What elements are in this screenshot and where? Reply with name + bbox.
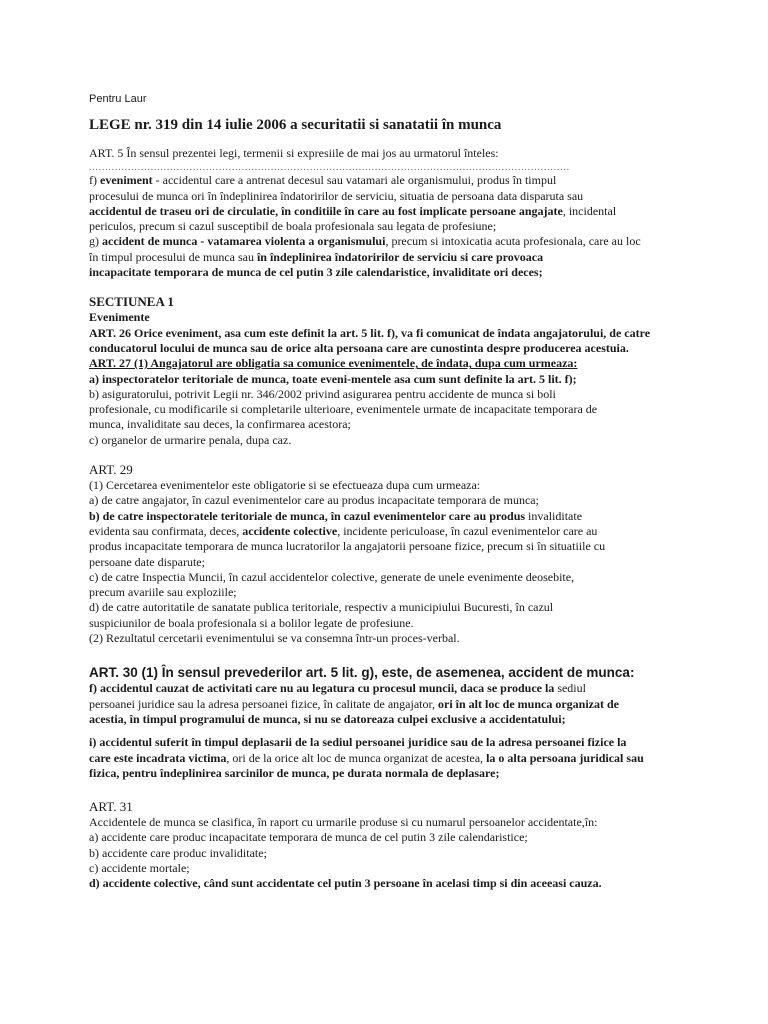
art31-item-d: d) accidente colective, când sunt accidentate cel putin 3 persoane în acelasi timp si din aceeasi cauza.: [89, 876, 602, 891]
art29-item-b-line2: [89, 524, 739, 539]
art5-f-line3: [89, 204, 739, 219]
art26-line2: conducatorul locului de munca sau de orice alta persoana care are cunostinta despre producerea acestuia.: [89, 340, 629, 355]
art30-i-line2: [89, 751, 739, 766]
art29-item-c-line2: precum avariile sau exploziile;: [89, 585, 237, 600]
art29-b2-start: evidenta sau confirmata, deces,: [89, 523, 243, 538]
art31-item-b: b) accidente care produc invaliditate;: [89, 845, 267, 860]
art29-b2-bold: accidente colective: [242, 523, 338, 538]
art27-item-b-line2: profesionale, cu modificarile si completarile ulterioare, evenimentele urmate de incapacitate temporara de: [89, 402, 598, 417]
art29-b-bold: b) de catre inspectoratele teritoriale de munca, în cazul evenimentelor care au produs: [89, 508, 526, 523]
art5-g-term: accident de munca - vatamarea violenta a organismului: [102, 234, 386, 249]
art29-item-d-line1: d) de catre autoritatile de sanatate publica teritoriale, respectiv a municipiului Bucuresti, în cazul: [89, 600, 554, 615]
art30-title: ART. 30 (1) În sensul prevederilor art. 5 lit. g), este, de asemenea, accident de munca:: [89, 665, 635, 681]
art30-f-line3: acestia, în timpul programului de munca, si nu se datoreaza culpei exclusive a accidentatului;: [89, 711, 566, 726]
art29-item-c-line1: c) de catre Inspectia Muncii, în cazul accidentelor colective, generate de unele evenimente deosebite,: [89, 569, 575, 584]
section-title: SECTIUNEA 1: [89, 294, 174, 310]
art29-item-b-line1: [89, 509, 739, 524]
ellipsis-divider: ....................................................................................................................................................: [89, 162, 570, 173]
art26-line1: ART. 26 Orice eveniment, asa cum este definit la art. 5 lit. f), va fi comunicat de îndata angajatorului, de catre: [89, 325, 651, 340]
art30-f2-start: persoanei juridice sau la adresa persoanei fizice, în calitate de angajator,: [89, 696, 439, 711]
art5-f-line1: [89, 173, 739, 188]
art5-f-term: eveniment: [100, 173, 153, 188]
art30-i2-bold: care este incadrata victima: [89, 750, 227, 765]
art27-item-c: c) organelor de urmarire penala, dupa caz.: [89, 432, 292, 447]
art30-f-line1: [89, 681, 739, 696]
art27-item-b-line3: munca, invaliditate sau deces, la confirmarea acestora;: [89, 417, 351, 432]
art30-f-bold: f) accidentul cauzat de activitati care nu au legatura cu procesul muncii, daca se produce la: [89, 681, 555, 696]
art5-g-start: în timpul procesului de munca sau: [89, 249, 257, 264]
art5-g-bold: în îndeplinirea îndatoririlor de serviciu si care provoaca: [256, 249, 544, 264]
article-31: [89, 799, 739, 891]
art30-i2-mid: , ori de la orice alt loc de munca organizat de acestea,: [226, 750, 487, 765]
art5-intro: ART. 5 În sensul prezentei legi, termenii si expresiile de mai jos au urmatorul înteles:: [89, 146, 499, 160]
art30-f-rest: sediul: [554, 681, 586, 696]
section-1: [89, 294, 739, 448]
art5-g-text: , precum si intoxicatia acuta profesionala, care au loc: [385, 234, 641, 249]
art30-i-line3: fizica, pentru îndeplinirea sarcinilor de munca, pe durata normala de deplasare;: [89, 765, 500, 780]
art29-p2: (2) Rezultatul cercetarii evenimentului se va consemna într-un proces-verbal.: [89, 631, 460, 646]
for-line: Pentru Laur: [89, 93, 147, 105]
art31-title: ART. 31: [89, 799, 133, 815]
art5-f-label: f): [89, 173, 100, 188]
art30-f2-bold: ori în alt loc de munca organizat de: [438, 696, 619, 711]
law-title: LEGE nr. 319 din 14 iulie 2006 a securitatii si sanatatii în munca: [89, 117, 502, 133]
art5-f-text: - accidentul care a antrenat decesul sau vatamari ale organismului, produs în timpul: [152, 173, 557, 188]
art29-title: ART. 29: [89, 462, 133, 478]
art30-i-line1: i) accidentul suferit în timpul deplasarii de la sediul persoanei juridice sau de la adresa persoanei fizice la: [89, 735, 627, 750]
art29-b2-rest: , incidente periculoase, în cazul evenimentelor care au: [337, 523, 598, 538]
art29-item-b-line4: persoane date disparute;: [89, 554, 205, 569]
art29-item-d-line2: suspiciunilor de boala profesionala si a bolilor legate de profesiune.: [89, 615, 414, 630]
art5-f-line2: procesului de munca ori în îndeplinirea îndatoririlor de serviciu, situatia de persoana data disparuta sau: [89, 188, 584, 203]
art5-g-label: g): [89, 234, 102, 249]
art5-g-line2: [89, 250, 739, 265]
art29-b-rest: invaliditate: [525, 508, 583, 523]
art5-g-line1: [89, 234, 739, 249]
art31-item-c: c) accidente mortale;: [89, 860, 190, 875]
art27-heading: ART. 27 (1) Angajatorul are obligatia sa comunice evenimentele, de îndata, dupa cum urmeaza:: [89, 356, 578, 371]
art27-item-b-line1: b) asiguratorului, potrivit Legii nr. 346/2002 privind asigurarea pentru accidente de munca si boli: [89, 386, 556, 401]
document-body: [89, 92, 739, 892]
art5-f-line4: periculos, precum si cazul susceptibil de boala profesionala sau legata de profesiune;: [89, 219, 497, 234]
art5-f-bold: accidentul de traseu ori de circulatie, în conditiile în care au fost implicate persoane angajate: [89, 203, 563, 218]
art29-item-b-line3: produs incapacitate temporara de munca lucratorilor la angajatorii persoane fizice, precum si în situatiile cu: [89, 539, 606, 554]
art29-item-a: a) de catre angajator, în cazul evenimentelor care au produs incapacitate temporara de munca;: [89, 493, 539, 508]
article-5: [89, 146, 739, 280]
art31-intro: Accidentele de munca se clasifica, în raport cu urmarile produse si cu numarul persoanelor accidentate,în:: [89, 815, 598, 830]
article-30: [89, 664, 739, 781]
art5-g-line3: incapacitate temporara de munca de cel putin 3 zile calendaristice, invaliditate ori deces;: [89, 265, 543, 280]
art29-p1: (1) Cercetarea evenimentelor este obligatorie si se efectueaza dupa cum urmeaza:: [89, 478, 481, 493]
art27-item-a: a) inspectoratelor teritoriale de munca, toate eveni-mentele asa cum sunt definite la art. 5 lit. f);: [89, 371, 577, 386]
art30-i2-bold2: la o alta persoana juridical sau: [486, 750, 644, 765]
art5-f-rest: , incidental: [562, 203, 617, 218]
article-29: [89, 462, 739, 646]
art31-item-a: a) accidente care produc incapacitate temporara de munca de cel putin 3 zile calendaristice;: [89, 830, 528, 845]
section-subtitle: Evenimente: [89, 310, 150, 325]
art30-f-line2: [89, 697, 739, 712]
